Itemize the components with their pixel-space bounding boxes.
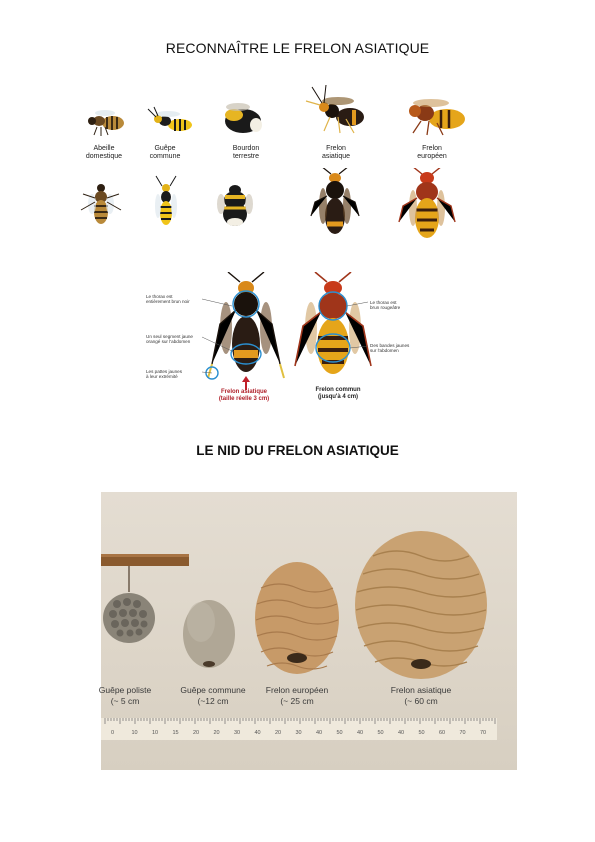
annotation-left: Le thorax est entièrement brun noir bbox=[146, 294, 190, 305]
ruler-tick-label: 50 bbox=[336, 730, 343, 736]
ruler-tick-label: 15 bbox=[172, 730, 179, 736]
insect-label: Abeille domestique bbox=[85, 145, 123, 160]
ruler-tick-label: 30 bbox=[234, 730, 241, 736]
asian-hornet-top-image bbox=[311, 168, 359, 234]
ruler-tick-label: 50 bbox=[377, 730, 384, 736]
ruler-tick-label: 40 bbox=[316, 730, 323, 736]
insect-label: Frelon asiatique bbox=[321, 145, 351, 160]
bee-top-image bbox=[81, 184, 121, 224]
ruler-tick-label: 0 bbox=[111, 730, 115, 736]
ruler-tick-label: 40 bbox=[254, 730, 261, 736]
page-title: RECONNAÎTRE LE FRELON ASIATIQUE bbox=[165, 40, 430, 56]
wasp-top-image bbox=[155, 176, 177, 225]
nest-caption: Frelon européen (~ 25 cm bbox=[265, 685, 329, 706]
wasp-side-image bbox=[148, 107, 192, 131]
annotation-right: Le thorax est brun rougeâtre bbox=[370, 300, 401, 311]
bee-side-image bbox=[88, 110, 124, 136]
ruler-tick-label: 50 bbox=[418, 730, 425, 736]
bumblebee-top-image bbox=[217, 185, 253, 226]
asian-hornet-caption: Frelon asiatique (taille réelle 3 cm) bbox=[218, 389, 270, 402]
ruler-tick-label: 60 bbox=[439, 730, 446, 736]
annotation-left: Les pattes jaunes à leur extrémité bbox=[146, 369, 183, 380]
nest-caption: Frelon asiatique (~ 60 cm bbox=[390, 685, 452, 706]
asian-hornet-nest-image bbox=[355, 531, 487, 679]
annotation-right: Des bandes jaunes sur l'abdomen bbox=[370, 343, 410, 354]
ruler-tick-label: 70 bbox=[480, 730, 487, 736]
nest-caption: Guêpe commune (~12 cm bbox=[180, 685, 246, 706]
common-hornet-caption: Frelon commun (jusqu'à 4 cm) bbox=[315, 387, 361, 400]
insect-label: Frelon européen bbox=[417, 145, 447, 160]
nest-caption: Guêpe poliste (~ 5 cm bbox=[98, 685, 152, 706]
ruler-tick-label: 10 bbox=[152, 730, 159, 736]
european-hornet-top-image bbox=[399, 168, 455, 238]
nest-photo bbox=[98, 492, 517, 770]
ruler-tick-label: 20 bbox=[275, 730, 282, 736]
ruler-tick-label: 70 bbox=[459, 730, 466, 736]
ruler-tick-label: 10 bbox=[131, 730, 138, 736]
ruler-tick-label: 40 bbox=[398, 730, 405, 736]
asian-hornet-side-image bbox=[306, 85, 364, 133]
bumblebee-side-image bbox=[225, 103, 262, 133]
ruler-tick-label: 20 bbox=[193, 730, 200, 736]
insect-top-views bbox=[70, 168, 510, 253]
ruler-tick-label: 20 bbox=[213, 730, 220, 736]
european-hornet-diagram-image bbox=[295, 272, 371, 374]
european-hornet-nest-image bbox=[255, 562, 339, 674]
insect-side-views bbox=[70, 85, 510, 140]
ruler-tick-label: 30 bbox=[295, 730, 302, 736]
asian-hornet-diagram-image bbox=[206, 272, 284, 390]
insect-label: Guêpe commune bbox=[149, 145, 181, 160]
annotation-left: Un seul segment jaune orangé sur l'abdomen bbox=[146, 334, 193, 345]
ruler-tick-label: 40 bbox=[357, 730, 364, 736]
insect-label: Bourdon terrestre bbox=[232, 145, 260, 160]
ruler-labels bbox=[101, 730, 497, 740]
european-hornet-side-image bbox=[409, 99, 465, 135]
paper-wasp-nest-image bbox=[103, 593, 155, 643]
nest-section-title: LE NID DU FRELON ASIATIQUE bbox=[196, 443, 399, 458]
common-wasp-nest-image bbox=[183, 600, 235, 668]
